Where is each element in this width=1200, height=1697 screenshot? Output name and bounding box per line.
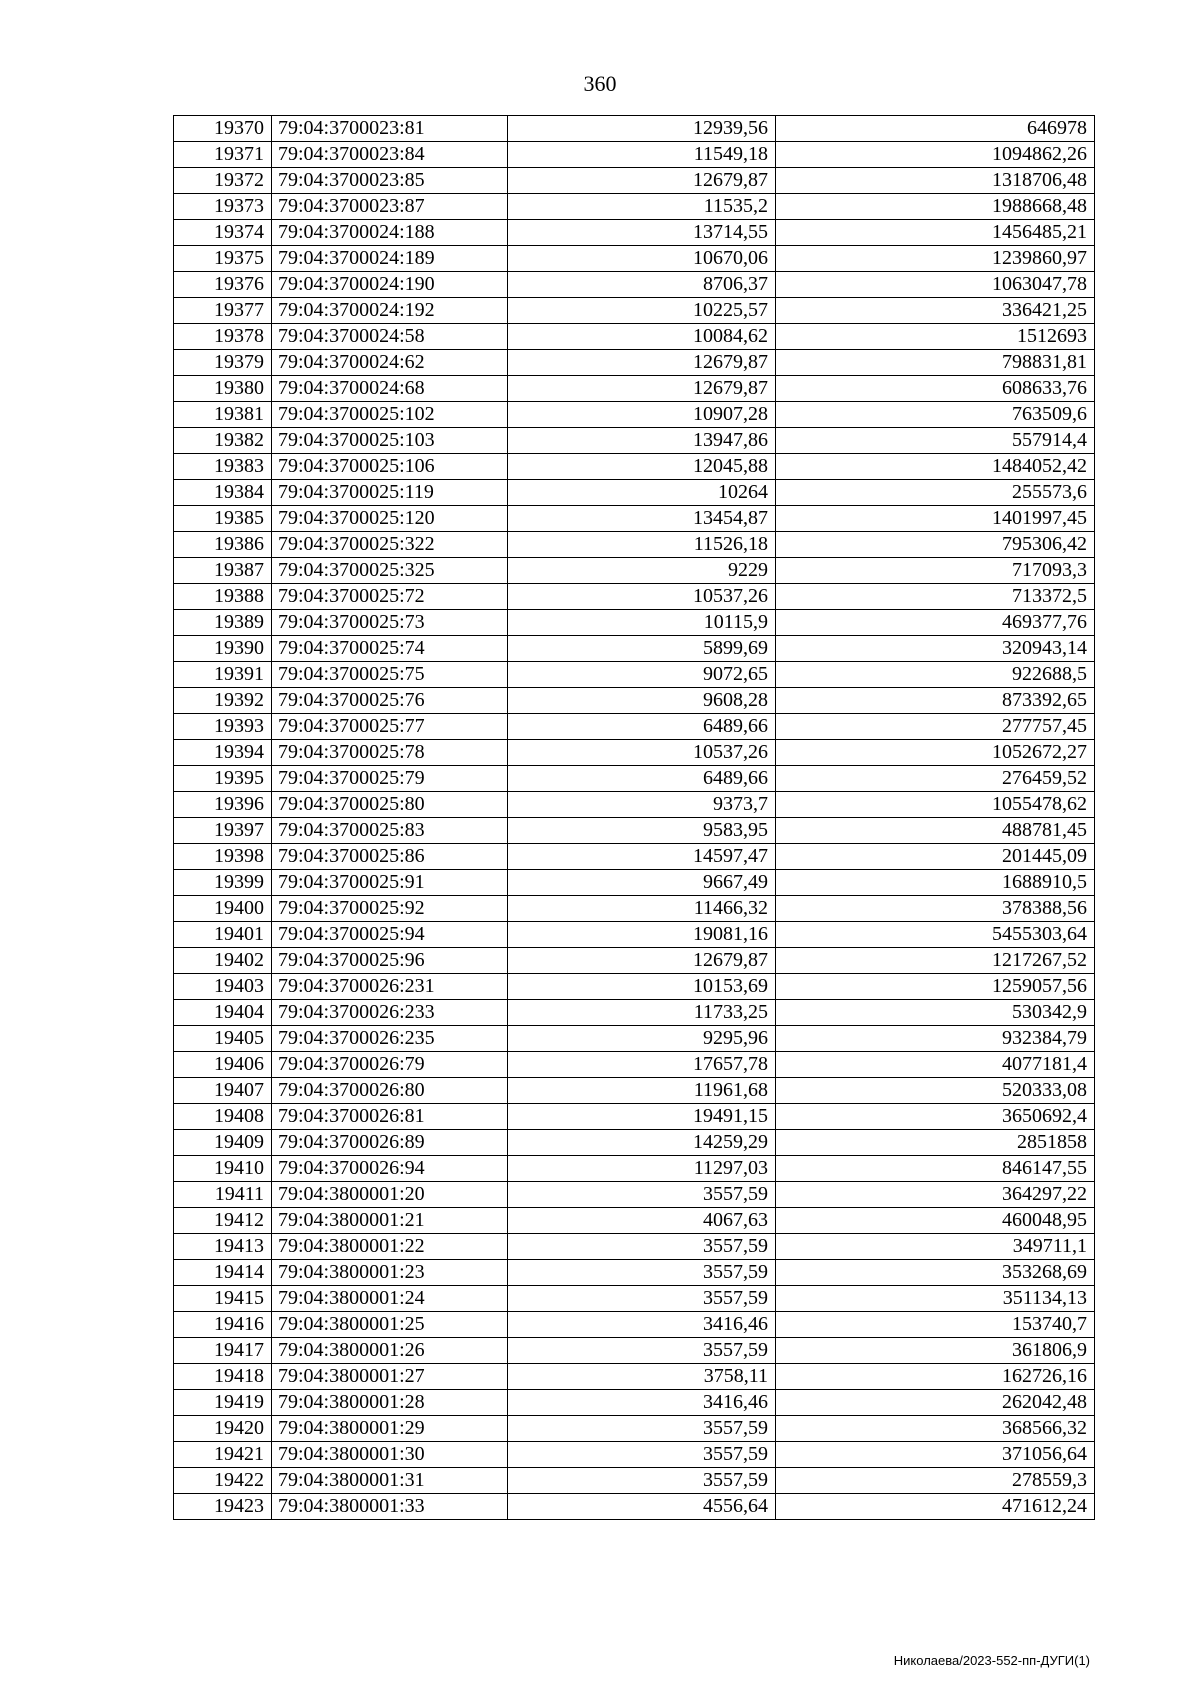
value-cell: 9583,95 <box>508 818 776 844</box>
value-cell: 11549,18 <box>508 142 776 168</box>
cadastral-number-cell: 79:04:3800001:22 <box>272 1234 508 1260</box>
row-number-cell: 19406 <box>174 1052 272 1078</box>
table-row <box>174 714 1095 740</box>
cadastral-number-cell: 79:04:3700025:72 <box>272 584 508 610</box>
value-cell: 10537,26 <box>508 584 776 610</box>
amount-cell: 1239860,97 <box>776 246 1095 272</box>
amount-cell: 471612,24 <box>776 1494 1095 1520</box>
table-row <box>174 844 1095 870</box>
amount-cell: 1512693 <box>776 324 1095 350</box>
amount-cell: 557914,4 <box>776 428 1095 454</box>
cadastral-number-cell: 79:04:3800001:31 <box>272 1468 508 1494</box>
row-number-cell: 19416 <box>174 1312 272 1338</box>
cadastral-number-cell: 79:04:3700025:80 <box>272 792 508 818</box>
amount-cell: 276459,52 <box>776 766 1095 792</box>
amount-cell: 1052672,27 <box>776 740 1095 766</box>
table-row <box>174 740 1095 766</box>
value-cell: 13454,87 <box>508 506 776 532</box>
table-row <box>174 1468 1095 1494</box>
cadastral-number-cell: 79:04:3700025:76 <box>272 688 508 714</box>
value-cell: 3557,59 <box>508 1260 776 1286</box>
amount-cell: 201445,09 <box>776 844 1095 870</box>
table-row <box>174 1104 1095 1130</box>
table-row <box>174 1208 1095 1234</box>
value-cell: 9608,28 <box>508 688 776 714</box>
row-number-cell: 19418 <box>174 1364 272 1390</box>
table-row <box>174 350 1095 376</box>
table-row <box>174 324 1095 350</box>
cadastral-number-cell: 79:04:3800001:30 <box>272 1442 508 1468</box>
value-cell: 13947,86 <box>508 428 776 454</box>
row-number-cell: 19397 <box>174 818 272 844</box>
cadastral-number-cell: 79:04:3700024:68 <box>272 376 508 402</box>
cadastral-number-cell: 79:04:3800001:21 <box>272 1208 508 1234</box>
row-number-cell: 19374 <box>174 220 272 246</box>
amount-cell: 378388,56 <box>776 896 1095 922</box>
cadastral-number-cell: 79:04:3700025:78 <box>272 740 508 766</box>
row-number-cell: 19407 <box>174 1078 272 1104</box>
table-row <box>174 1364 1095 1390</box>
row-number-cell: 19389 <box>174 610 272 636</box>
amount-cell: 361806,9 <box>776 1338 1095 1364</box>
row-number-cell: 19412 <box>174 1208 272 1234</box>
amount-cell: 262042,48 <box>776 1390 1095 1416</box>
row-number-cell: 19394 <box>174 740 272 766</box>
value-cell: 9295,96 <box>508 1026 776 1052</box>
value-cell: 3557,59 <box>508 1468 776 1494</box>
amount-cell: 646978 <box>776 116 1095 142</box>
row-number-cell: 19385 <box>174 506 272 532</box>
table-row <box>174 1182 1095 1208</box>
table-row <box>174 246 1095 272</box>
table-row <box>174 792 1095 818</box>
table-row <box>174 558 1095 584</box>
table-row <box>174 896 1095 922</box>
amount-cell: 1063047,78 <box>776 272 1095 298</box>
row-number-cell: 19384 <box>174 480 272 506</box>
row-number-cell: 19386 <box>174 532 272 558</box>
cadastral-number-cell: 79:04:3800001:20 <box>272 1182 508 1208</box>
amount-cell: 530342,9 <box>776 1000 1095 1026</box>
cadastral-number-cell: 79:04:3700025:74 <box>272 636 508 662</box>
amount-cell: 520333,08 <box>776 1078 1095 1104</box>
amount-cell: 2851858 <box>776 1130 1095 1156</box>
amount-cell: 469377,76 <box>776 610 1095 636</box>
row-number-cell: 19376 <box>174 272 272 298</box>
row-number-cell: 19408 <box>174 1104 272 1130</box>
amount-cell: 255573,6 <box>776 480 1095 506</box>
value-cell: 10907,28 <box>508 402 776 428</box>
table-row <box>174 1234 1095 1260</box>
value-cell: 10537,26 <box>508 740 776 766</box>
cadastral-number-cell: 79:04:3700025:103 <box>272 428 508 454</box>
amount-cell: 1094862,26 <box>776 142 1095 168</box>
value-cell: 3557,59 <box>508 1442 776 1468</box>
cadastral-number-cell: 79:04:3700026:80 <box>272 1078 508 1104</box>
cadastral-number-cell: 79:04:3700025:75 <box>272 662 508 688</box>
cadastral-number-cell: 79:04:3800001:29 <box>272 1416 508 1442</box>
row-number-cell: 19377 <box>174 298 272 324</box>
cadastral-number-cell: 79:04:3800001:27 <box>272 1364 508 1390</box>
cadastral-number-cell: 79:04:3700026:231 <box>272 974 508 1000</box>
table-row <box>174 454 1095 480</box>
table-row <box>174 480 1095 506</box>
row-number-cell: 19380 <box>174 376 272 402</box>
value-cell: 12939,56 <box>508 116 776 142</box>
cadastral-number-cell: 79:04:3800001:26 <box>272 1338 508 1364</box>
row-number-cell: 19405 <box>174 1026 272 1052</box>
table-row <box>174 376 1095 402</box>
table-row <box>174 1000 1095 1026</box>
table-row <box>174 1442 1095 1468</box>
value-cell: 3416,46 <box>508 1312 776 1338</box>
cadastral-number-cell: 79:04:3700026:89 <box>272 1130 508 1156</box>
amount-cell: 1988668,48 <box>776 194 1095 220</box>
amount-cell: 364297,22 <box>776 1182 1095 1208</box>
amount-cell: 1688910,5 <box>776 870 1095 896</box>
value-cell: 12679,87 <box>508 168 776 194</box>
row-number-cell: 19387 <box>174 558 272 584</box>
row-number-cell: 19388 <box>174 584 272 610</box>
cadastral-number-cell: 79:04:3700025:77 <box>272 714 508 740</box>
amount-cell: 1217267,52 <box>776 948 1095 974</box>
amount-cell: 488781,45 <box>776 818 1095 844</box>
table-row <box>174 220 1095 246</box>
amount-cell: 763509,6 <box>776 402 1095 428</box>
table-row <box>174 298 1095 324</box>
cadastral-number-cell: 79:04:3700025:91 <box>272 870 508 896</box>
value-cell: 10084,62 <box>508 324 776 350</box>
amount-cell: 351134,13 <box>776 1286 1095 1312</box>
value-cell: 12679,87 <box>508 350 776 376</box>
amount-cell: 3650692,4 <box>776 1104 1095 1130</box>
table-row <box>174 1416 1095 1442</box>
amount-cell: 4077181,4 <box>776 1052 1095 1078</box>
value-cell: 11297,03 <box>508 1156 776 1182</box>
cadastral-number-cell: 79:04:3700026:235 <box>272 1026 508 1052</box>
page-number: 360 <box>583 71 617 96</box>
row-number-cell: 19403 <box>174 974 272 1000</box>
table-row <box>174 168 1095 194</box>
value-cell: 3557,59 <box>508 1182 776 1208</box>
amount-cell: 795306,42 <box>776 532 1095 558</box>
cadastral-number-cell: 79:04:3700024:62 <box>272 350 508 376</box>
table-row <box>174 142 1095 168</box>
value-cell: 3416,46 <box>508 1390 776 1416</box>
value-cell: 9667,49 <box>508 870 776 896</box>
table-row <box>174 662 1095 688</box>
row-number-cell: 19395 <box>174 766 272 792</box>
cadastral-number-cell: 79:04:3700025:94 <box>272 922 508 948</box>
row-number-cell: 19392 <box>174 688 272 714</box>
row-number-cell: 19373 <box>174 194 272 220</box>
amount-cell: 1401997,45 <box>776 506 1095 532</box>
value-cell: 9373,7 <box>508 792 776 818</box>
cadastral-number-cell: 79:04:3700025:322 <box>272 532 508 558</box>
cadastral-number-cell: 79:04:3800001:33 <box>272 1494 508 1520</box>
amount-cell: 1484052,42 <box>776 454 1095 480</box>
amount-cell: 717093,3 <box>776 558 1095 584</box>
table-row <box>174 1338 1095 1364</box>
value-cell: 12679,87 <box>508 376 776 402</box>
table-row <box>174 1026 1095 1052</box>
cadastral-number-cell: 79:04:3700025:96 <box>272 948 508 974</box>
value-cell: 17657,78 <box>508 1052 776 1078</box>
cadastral-number-cell: 79:04:3700025:106 <box>272 454 508 480</box>
table-row <box>174 818 1095 844</box>
table-row <box>174 1130 1095 1156</box>
amount-cell: 320943,14 <box>776 636 1095 662</box>
cadastral-number-cell: 79:04:3700024:58 <box>272 324 508 350</box>
row-number-cell: 19399 <box>174 870 272 896</box>
value-cell: 13714,55 <box>508 220 776 246</box>
row-number-cell: 19400 <box>174 896 272 922</box>
value-cell: 14259,29 <box>508 1130 776 1156</box>
table-row <box>174 402 1095 428</box>
value-cell: 11526,18 <box>508 532 776 558</box>
amount-cell: 1456485,21 <box>776 220 1095 246</box>
amount-cell: 353268,69 <box>776 1260 1095 1286</box>
amount-cell: 368566,32 <box>776 1416 1095 1442</box>
cadastral-number-cell: 79:04:3700024:190 <box>272 272 508 298</box>
row-number-cell: 19411 <box>174 1182 272 1208</box>
cadastral-number-cell: 79:04:3700024:189 <box>272 246 508 272</box>
row-number-cell: 19413 <box>174 1234 272 1260</box>
cadastral-number-cell: 79:04:3700025:73 <box>272 610 508 636</box>
value-cell: 10115,9 <box>508 610 776 636</box>
amount-cell: 873392,65 <box>776 688 1095 714</box>
row-number-cell: 19417 <box>174 1338 272 1364</box>
amount-cell: 5455303,64 <box>776 922 1095 948</box>
value-cell: 8706,37 <box>508 272 776 298</box>
table-row <box>174 1156 1095 1182</box>
cadastral-number-cell: 79:04:3700026:94 <box>272 1156 508 1182</box>
cadastral-number-cell: 79:04:3700025:79 <box>272 766 508 792</box>
cadastral-number-cell: 79:04:3700023:87 <box>272 194 508 220</box>
value-cell: 10670,06 <box>508 246 776 272</box>
row-number-cell: 19410 <box>174 1156 272 1182</box>
value-cell: 12045,88 <box>508 454 776 480</box>
amount-cell: 153740,7 <box>776 1312 1095 1338</box>
row-number-cell: 19404 <box>174 1000 272 1026</box>
table-row <box>174 1494 1095 1520</box>
cadastral-number-cell: 79:04:3700025:92 <box>272 896 508 922</box>
cadastral-number-cell: 79:04:3700025:120 <box>272 506 508 532</box>
table-row <box>174 922 1095 948</box>
value-cell: 3557,59 <box>508 1416 776 1442</box>
amount-cell: 336421,25 <box>776 298 1095 324</box>
row-number-cell: 19409 <box>174 1130 272 1156</box>
value-cell: 11466,32 <box>508 896 776 922</box>
cadastral-number-cell: 79:04:3800001:24 <box>272 1286 508 1312</box>
amount-cell: 1318706,48 <box>776 168 1095 194</box>
value-cell: 19081,16 <box>508 922 776 948</box>
cadastral-number-cell: 79:04:3700025:119 <box>272 480 508 506</box>
table-row <box>174 194 1095 220</box>
table-row <box>174 870 1095 896</box>
row-number-cell: 19375 <box>174 246 272 272</box>
cadastral-number-cell: 79:04:3800001:25 <box>272 1312 508 1338</box>
value-cell: 11535,2 <box>508 194 776 220</box>
row-number-cell: 19372 <box>174 168 272 194</box>
amount-cell: 277757,45 <box>776 714 1095 740</box>
amount-cell: 349711,1 <box>776 1234 1095 1260</box>
table-row <box>174 1312 1095 1338</box>
cadastral-number-cell: 79:04:3700024:188 <box>272 220 508 246</box>
value-cell: 10225,57 <box>508 298 776 324</box>
amount-cell: 278559,3 <box>776 1468 1095 1494</box>
row-number-cell: 19390 <box>174 636 272 662</box>
cadastral-number-cell: 79:04:3700025:86 <box>272 844 508 870</box>
table-row <box>174 1052 1095 1078</box>
row-number-cell: 19421 <box>174 1442 272 1468</box>
row-number-cell: 19378 <box>174 324 272 350</box>
cadastral-number-cell: 79:04:3700025:83 <box>272 818 508 844</box>
cadastral-number-cell: 79:04:3800001:28 <box>272 1390 508 1416</box>
table-row <box>174 636 1095 662</box>
table-row <box>174 1078 1095 1104</box>
amount-cell: 713372,5 <box>776 584 1095 610</box>
row-number-cell: 19423 <box>174 1494 272 1520</box>
table-row <box>174 766 1095 792</box>
row-number-cell: 19396 <box>174 792 272 818</box>
value-cell: 14597,47 <box>508 844 776 870</box>
row-number-cell: 19370 <box>174 116 272 142</box>
table-row <box>174 974 1095 1000</box>
cadastral-number-cell: 79:04:3700023:81 <box>272 116 508 142</box>
table-row <box>174 948 1095 974</box>
row-number-cell: 19401 <box>174 922 272 948</box>
amount-cell: 1055478,62 <box>776 792 1095 818</box>
value-cell: 19491,15 <box>508 1104 776 1130</box>
amount-cell: 922688,5 <box>776 662 1095 688</box>
value-cell: 6489,66 <box>508 714 776 740</box>
table-row <box>174 584 1095 610</box>
row-number-cell: 19398 <box>174 844 272 870</box>
row-number-cell: 19383 <box>174 454 272 480</box>
cadastral-number-cell: 79:04:3700026:233 <box>272 1000 508 1026</box>
cadastral-number-cell: 79:04:3700026:79 <box>272 1052 508 1078</box>
value-cell: 12679,87 <box>508 948 776 974</box>
cadastral-number-cell: 79:04:3700023:85 <box>272 168 508 194</box>
amount-cell: 1259057,56 <box>776 974 1095 1000</box>
amount-cell: 608633,76 <box>776 376 1095 402</box>
value-cell: 6489,66 <box>508 766 776 792</box>
value-cell: 4556,64 <box>508 1494 776 1520</box>
table-row <box>174 272 1095 298</box>
value-cell: 5899,69 <box>508 636 776 662</box>
value-cell: 9072,65 <box>508 662 776 688</box>
cadastral-number-cell: 79:04:3700025:325 <box>272 558 508 584</box>
value-cell: 10264 <box>508 480 776 506</box>
cadastral-number-cell: 79:04:3800001:23 <box>272 1260 508 1286</box>
cadastral-number-cell: 79:04:3700023:84 <box>272 142 508 168</box>
table-row <box>174 610 1095 636</box>
document-reference: Николаева/2023-552-пп-ДУГИ(1) <box>893 1653 1090 1668</box>
amount-cell: 371056,64 <box>776 1442 1095 1468</box>
cadastral-number-cell: 79:04:3700024:192 <box>272 298 508 324</box>
amount-cell: 798831,81 <box>776 350 1095 376</box>
value-cell: 10153,69 <box>508 974 776 1000</box>
table-row <box>174 532 1095 558</box>
table-row <box>174 688 1095 714</box>
row-number-cell: 19379 <box>174 350 272 376</box>
data-table <box>173 115 1095 1520</box>
row-number-cell: 19382 <box>174 428 272 454</box>
value-cell: 9229 <box>508 558 776 584</box>
value-cell: 11733,25 <box>508 1000 776 1026</box>
row-number-cell: 19393 <box>174 714 272 740</box>
value-cell: 3557,59 <box>508 1234 776 1260</box>
row-number-cell: 19381 <box>174 402 272 428</box>
value-cell: 11961,68 <box>508 1078 776 1104</box>
row-number-cell: 19420 <box>174 1416 272 1442</box>
amount-cell: 932384,79 <box>776 1026 1095 1052</box>
table-row <box>174 1286 1095 1312</box>
value-cell: 3557,59 <box>508 1338 776 1364</box>
amount-cell: 162726,16 <box>776 1364 1095 1390</box>
value-cell: 3758,11 <box>508 1364 776 1390</box>
value-cell: 3557,59 <box>508 1286 776 1312</box>
row-number-cell: 19415 <box>174 1286 272 1312</box>
table-row <box>174 506 1095 532</box>
row-number-cell: 19402 <box>174 948 272 974</box>
table-row <box>174 1260 1095 1286</box>
row-number-cell: 19419 <box>174 1390 272 1416</box>
table-row <box>174 116 1095 142</box>
row-number-cell: 19422 <box>174 1468 272 1494</box>
cadastral-number-cell: 79:04:3700026:81 <box>272 1104 508 1130</box>
row-number-cell: 19414 <box>174 1260 272 1286</box>
table-row <box>174 1390 1095 1416</box>
row-number-cell: 19371 <box>174 142 272 168</box>
table-body <box>174 116 1095 1520</box>
table-row <box>174 428 1095 454</box>
row-number-cell: 19391 <box>174 662 272 688</box>
cadastral-number-cell: 79:04:3700025:102 <box>272 402 508 428</box>
amount-cell: 846147,55 <box>776 1156 1095 1182</box>
value-cell: 4067,63 <box>508 1208 776 1234</box>
amount-cell: 460048,95 <box>776 1208 1095 1234</box>
